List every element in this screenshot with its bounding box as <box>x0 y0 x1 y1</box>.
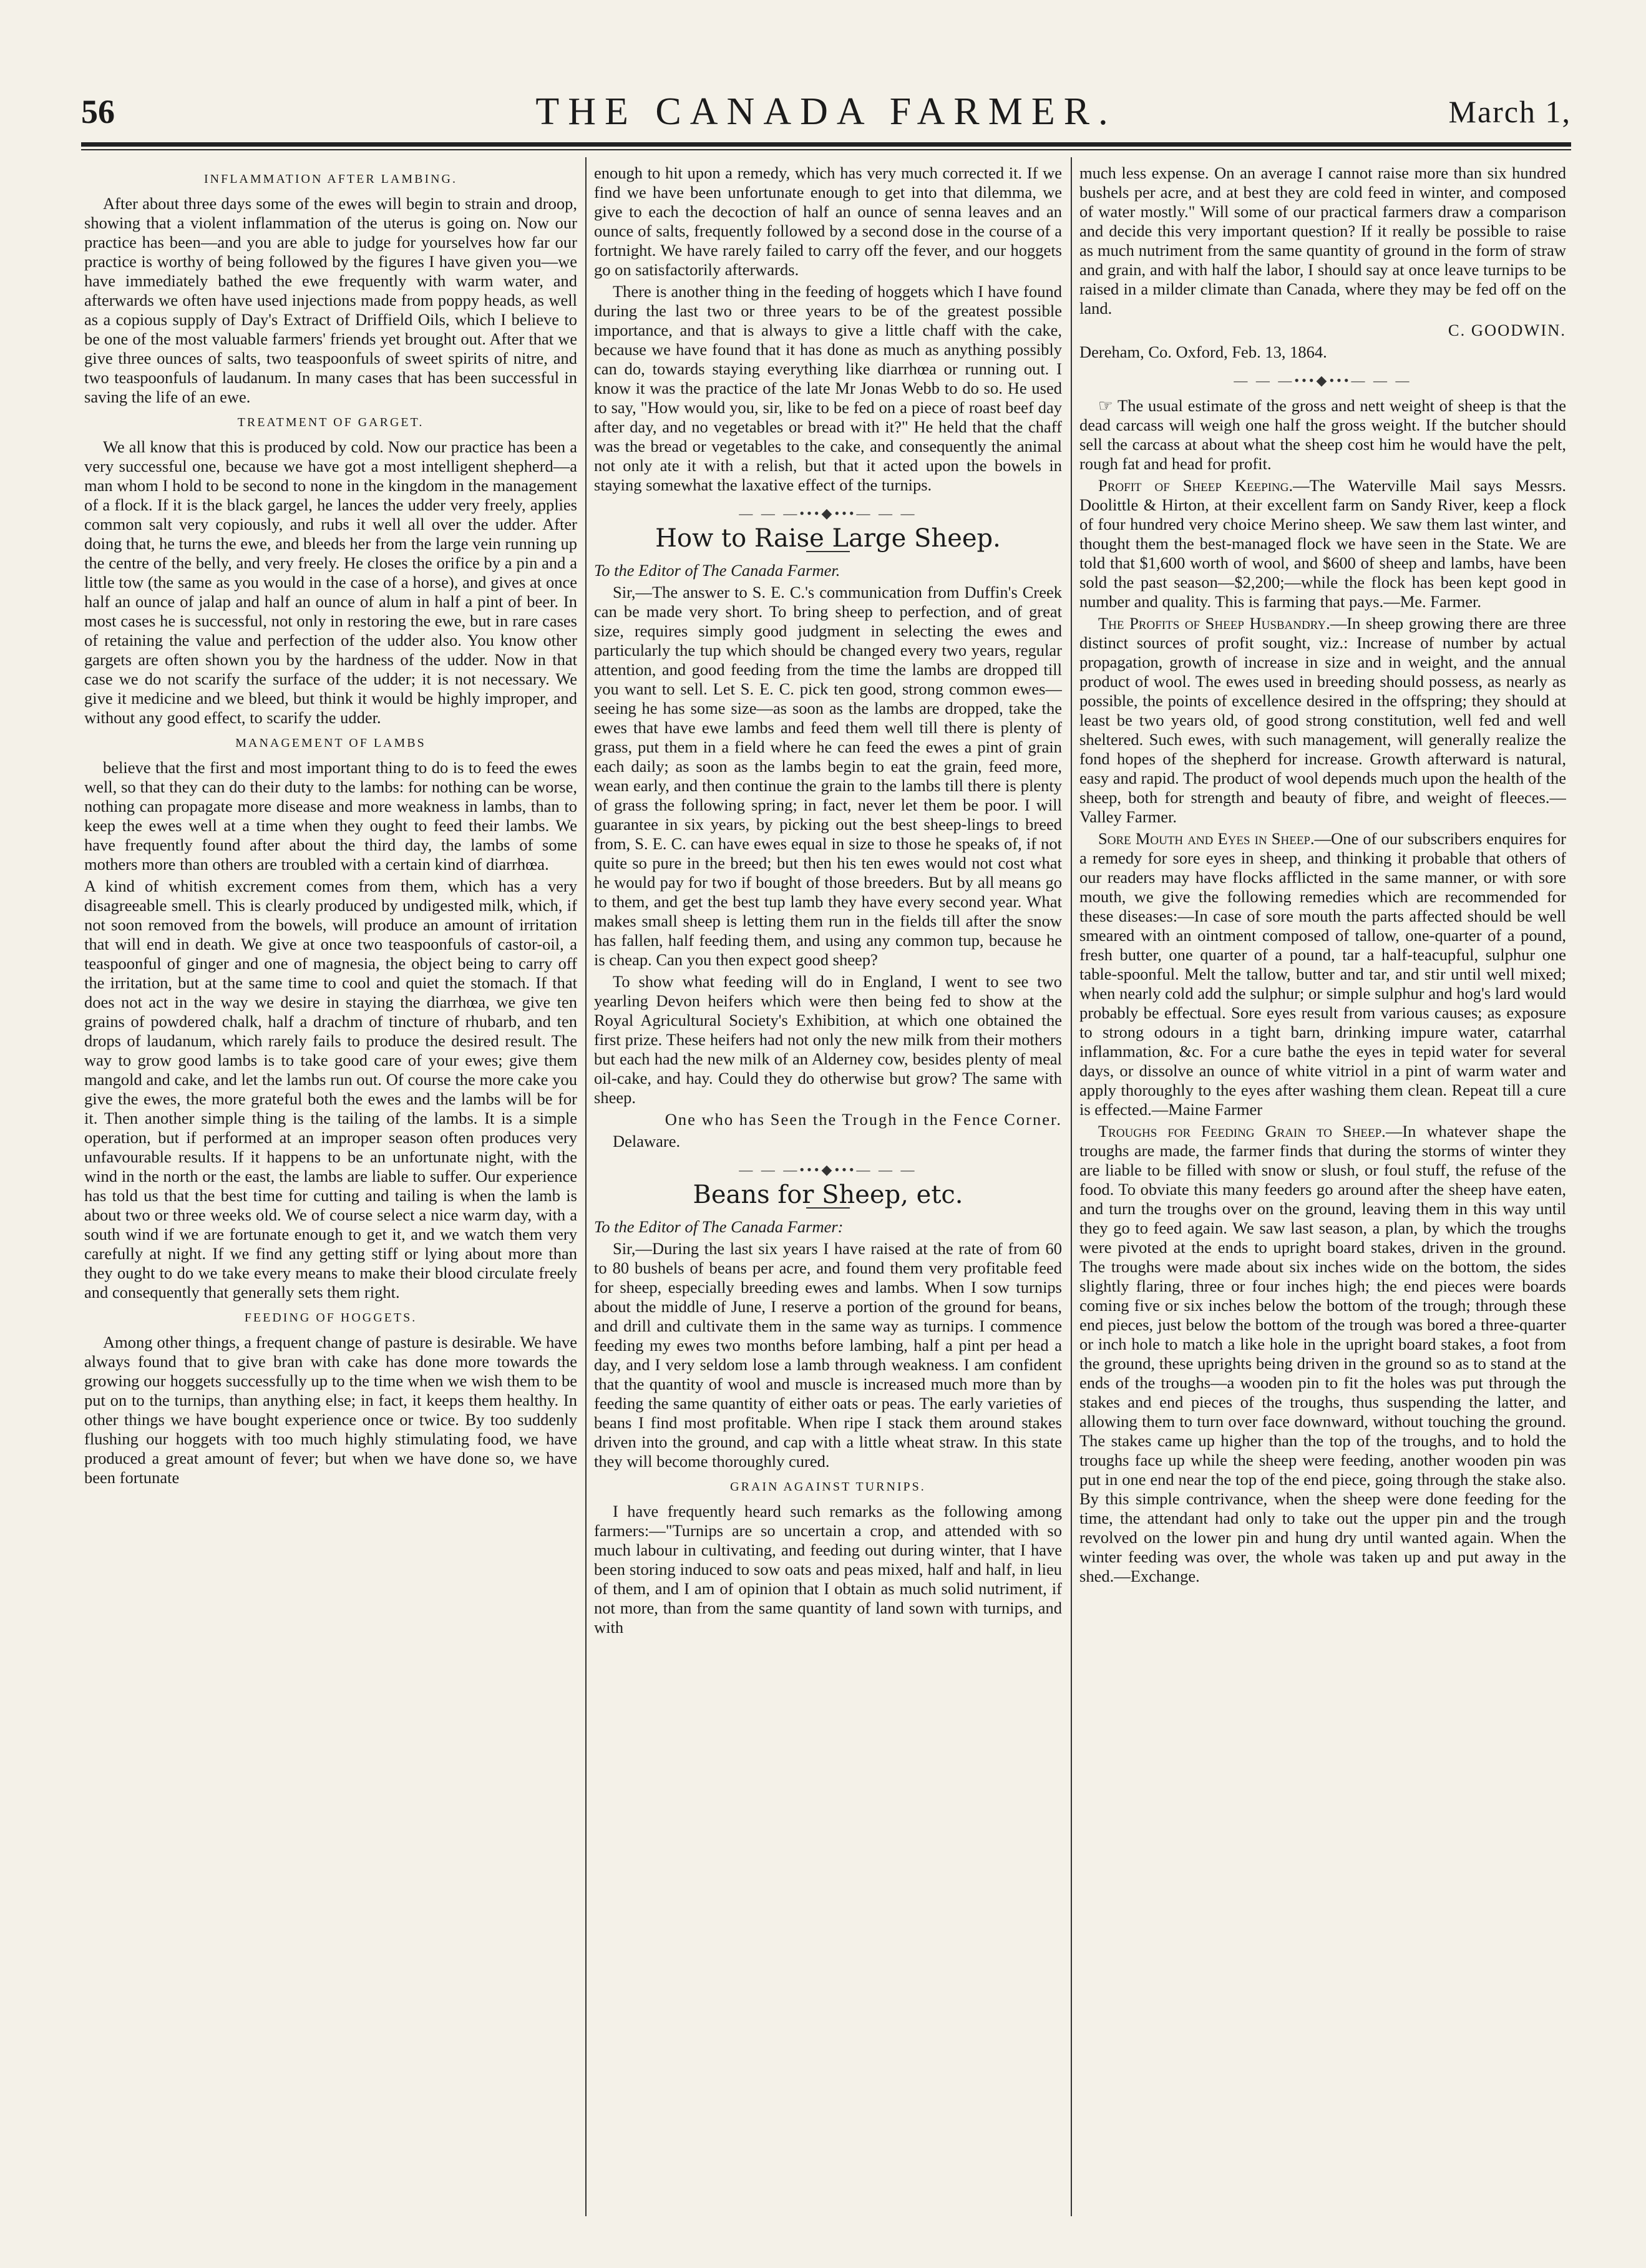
paragraph-sore <box>1079 829 1566 1119</box>
subhead-hoggets: FEEDING OF HOGGETS. <box>244 1311 417 1325</box>
to-editor-line-2: To the Editor of The Canada Farmer: <box>594 1217 844 1236</box>
masthead-rule-thick <box>81 142 1571 147</box>
subhead-garget: TREATMENT OF GARGET. <box>237 416 424 429</box>
paragraph-inflammation: After about three days some of the ewes will begin to strain and droop, showing that a violent inflammation of the uterus is going on. Now our practice has been—and you are able to judge for yourselves how far our practice is worthy of being followed by the figures I have given you—we have immediately bathed the ewe frequently with warm water, and afterwards we often have used injections made from poppy heads, as well as a copious supply of Day's Extract of Driffield Oils, which I believe to be one of the most valuable farmers' friends yet brought out. After that we give three ounces of salts, two teaspoonfuls of sweet spirits of nitre, and two teaspoonfuls of laudanum. In many cases that has been successful in saving the life of an ewe. <box>84 194 577 406</box>
column-2 <box>594 163 1062 2197</box>
column-divider-1 <box>585 157 587 2216</box>
article-title-large-sheep: How to Raise Large Sheep. <box>655 524 1001 553</box>
paragraph-sheep-1: Sir,—The answer to S. E. C.'s communication from Duffin's Creek can be made very short. To bring sheep to perfection, and of great size, requires simply good judgment in selecting the ewes and particularly the tup which should be changed every two years, regular attention, and good feeding from the time the lambs are dropped till you want to sell. Let S. E. C. pick ten good, strong common ewes—seeing he has some size—as soon as the lambs are dropped, take the ewes that have ewe lambs and feed them well till there is plenty of grass, put them in a field where he can feed the ewes a pint of grain each daily; as soon as the lambs begin to eat the grain, feed more, wean early, and then continue the grain to the lambs till there is plenty of grass the following spring; in fact, never let them be poor. I will guarantee in six years, by picking out the best sheep-lings to breed from, S. E. C. can have ewes equal in size to those he speaks of, if not quite so pure in the breed; but then his ten ewes would not cost what he would pay for two if bought of those breeders. But by all means go to them, and get the best tup lamb they have every second year. What makes small sheep is letting them run in the fields till after the snow has fallen, half feeding them, and using any common tup, because he is cheap. Can you then expect good sheep? <box>594 583 1062 969</box>
paragraph-husbandry <box>1079 614 1566 827</box>
subhead-grain: GRAIN AGAINST TURNIPS. <box>730 1480 926 1494</box>
ornament-divider-3: — — —•••◆•••— — — <box>1234 372 1412 388</box>
subhead-inflammation: INFLAMMATION AFTER LAMBING. <box>203 172 457 186</box>
signature-goodwin: C. GOODWIN. <box>1448 321 1566 339</box>
paragraph-profit <box>1079 476 1566 611</box>
paragraph-sheep-2: To show what feeding will do in England, I went to see two yearling Devon heifers which were then being fed to show at the Royal Agricultural Society's Exhibition, at which one obtained the first prize. These heifers had not only the new milk from their mothers but each had the new milk of an Alderney cow, besides plenty of meal oil-cake, and hay. Could they do otherwise but grow? The same with sheep. <box>594 972 1062 1107</box>
head-sore: Sore Mouth and Eyes in Sheep. <box>1098 829 1315 848</box>
page-number: 56 <box>81 93 115 130</box>
column-3 <box>1079 163 1566 2197</box>
paragraph-lambs-2: A kind of whitish excrement comes from them, which has a very disagreeable smell. This is clearly produced by undigested milk, which, if not soon removed from the bowels, will produce an amount of irritation that will end in death. We give at once two teaspoonfuls of castor-oil, a teaspoonful of ginger and one of magnesia, the object being to carry off the irritation, but at the same time to cool and quiet the stomach. If that does not act in the way we desire in staying the diarrhœa, we give ten grains of powdered chalk, half a drachm of tincture of rhubarb, and ten drops of laudanum, which rarely fails to produce the desired result. The way to grow good lambs is to take good care of your ewes; give them mangold and cake, and let the lambs run out. Of course the more cake you give the ewes, the more grateful both the ewes and the lambs will be for it. Then another simple thing is the tailing of the lambs. It is a simple operation, but if performed at an improper season often produces very unfavourable results. If it happens to be an unfortunate night, with the wind in the north or the east, the lambs are liable to suffer. Our experience has told us that the best time for cutting and tailing is when the lamb is about two or three weeks old. We of course select a nice warm day, with a south wind if we are fortunate enough to get it, and we watch them very carefully at night. If we find any getting stiff or lying about more than they ought to do we take every means to make their blood circulate freely and consequently that generally sets them right. <box>84 877 577 1302</box>
masthead-rule-thin <box>81 149 1571 150</box>
paragraph-garget: We all know that this is produced by cold. Now our practice has been a very successful one, because we have got a most intelligent shepherd—a man whom I hold to be second to none in the kingdom in the management of a flock. If it is the black gargel, he lances the udder very freely, applies common salt very copiously, and rubs it well all over the udder. After doing that, he turns the ewe, and bleeds her from the large vein running up the centre of the belly, and very freely. He closes the orifice by a pin and a little tow (the same as you would in the case of a horse), and gives at once half an ounce of jalap and half an ounce of alum in half a pint of beer. In most cases he is successful, not only in restoring the ewe, but in rare cases of retaining the value and perfection of the udder also. You know other gargets are often shown you by the hardness of the udder. Now in that case we do not scarify the surface of the udder; it is not necessary. We give it medicine and we bleed, but think it would be highly improper, and without any good effect, to scarify the udder. <box>84 437 577 727</box>
paragraph-lambs-1: believe that the first and most important thing to do is to feed the ewes well, so that they can do their duty to the lambs: for nothing can be worse, nothing can propagate more disease and more weakness in lambs, than to keep the ewes well at a time when they ought to feed their lambs. We have frequently found after about the third day, the lambs of some mothers more than others are troubled with a certain kind of diarrhœa. <box>84 758 577 874</box>
paragraph-continued-3: much less expense. On an average I cannot raise more than six hundred bushels per acre, and at best they are cold feed in winter, and composed of water mostly." Will some of our practical farmers draw a comparison and decide this very important question? If it really be possible to raise as much nutriment from the same quantity of ground in the form of straw and grain, and with half the labor, I should say at once leave turnips to be raised in a milder climate than Canada, where they may be fed off on the land. <box>1079 163 1566 318</box>
dateline-goodwin: Dereham, Co. Oxford, Feb. 13, 1864. <box>1079 343 1327 361</box>
head-troughs: Troughs for Feeding Grain to Sheep. <box>1098 1122 1386 1141</box>
column-1 <box>84 163 577 2197</box>
masthead <box>81 87 1571 144</box>
paragraph-grain: I have frequently heard such remarks as the following among farmers:—"Turnips are so uncertain a crop, and attended with so much labour in cultivating, and feeding out during winter, that I have been storing induced to sow oats and peas mixed, half and half, in lieu of them, and I am of opinion that I obtain as much solid nutriment, if not more, than from the same quantity of land sown with turnips, and with <box>594 1502 1062 1637</box>
subhead-lambs: MANAGEMENT OF LAMBS <box>235 736 426 750</box>
paragraph-hoggets: Among other things, a frequent change of pasture is desirable. We have always found that to give bran with cake has done more towards the growing our hoggets successfully up to the time when we wish them to be put on to the turnips, than anything else; in fact, it keeps them healthy. In other things we have bought experience once or twice. By too suddenly flushing our hoggets with too much highly stimulating food, we have produced a great amount of fever; but when we have done so, we have been fortunate <box>84 1333 577 1487</box>
article-title-beans: Beans for Sheep, etc. <box>693 1180 963 1209</box>
head-profit: Profit of Sheep Keeping. <box>1098 476 1293 495</box>
ornament-divider: — — —•••◆•••— — — <box>739 505 917 521</box>
newspaper-title: THE CANADA FARMER. <box>535 90 1117 133</box>
ornament-divider-2: — — —•••◆•••— — — <box>739 1162 917 1177</box>
text-husbandry: —In sheep growing there are three distinct sources of profit sought, viz.: Increase of number by actual propagation, growth of increase in size and in weight, and the annual product of wool. The ewes used in breeding should possess, as nearly as possible, the points of excellence desired in the offspring; they should at least be two years old, of good strong constitution, well fed and well sheltered. Such ewes, with such management, will generally realize the fond hopes of the shepherd for increase. Growth afterward is natural, easy and rapid. The product of wool depends much upon the health of the sheep, both for strength and beauty of fibre, and weight of fleeces.—Valley Farmer. <box>1079 614 1566 826</box>
head-husbandry: The Profits of Sheep Husbandry. <box>1098 614 1330 633</box>
text-sore: —One of our subscribers enquires for a remedy for sore eyes in sheep, and thinking it probable that others of our readers may have flocks afflicted in the same manner, or with sore mouth, we give the following remedies which are recommended for these diseases:—In case of sore mouth the parts affected should be well smeared with an ointment composed of tallow, one-quarter of a pound, fresh butter, one quarter of a pound, tar a half-teacupful, sulphur one table-spoonful. Melt the tallow, butter and tar, and stir until well mixed; when nearly cold add the sulphur; or simple sulphur and hog's lard would probably be effectual. Sore eyes result from various causes; as exposure to strong odours in a tight barn, drinking impure water, catarrhal inflammation, &c. For a cure bathe the eyes in tepid water for several days, or dissolve an ounce of white vitriol in a pint of warm water and apply thoroughly to the eyes after washing them clean. Repeat till a cure is effected.—Maine Farmer <box>1079 829 1566 1119</box>
column-divider-2 <box>1071 157 1072 2216</box>
issue-date: March 1, <box>1448 94 1571 129</box>
paragraph-weight: ☞ The usual estimate of the gross and nett weight of sheep is that the dead carcass will weigh one half the gross weight. If the butcher should sell the carcass at about what the sheep cost him he would have the pelt, rough fat and head for profit. <box>1079 396 1566 473</box>
text-troughs: —In whatever shape the troughs are made, the farmer finds that during the storms of winter they are liable to be filled with snow or slush, or foul stuff, the refuse of the food. To obviate this many feeders go around after the sheep have eaten, and turn the troughs over on the ground, leaving them in this way until they go to feed again. We saw last season, a plan, by which the troughs were pivoted at the ends to upright board stakes, driven in the ground. The troughs were made about six inches wide on the bottom, the sides slightly flaring, three or four inches high; the end pieces were boards coming five or six inches below the bottom of the trough; through these end pieces, just below the bottom of the trough was bored a three-quarter or inch hole to match a like hole in the upright board stakes, a foot from the ground, these uprights being driven in the ground so as to stand at the ends of the troughs—a wooden pin to fit the holes was put through the stakes and end pieces of the troughs, thus suspending the latter, and allowing them to turn over face downward, without touching the ground. The stakes came up higher than the top of the troughs, and to hold the troughs face up while the sheep were feeding, another wooden pin was put in one end near the top of the end piece, going through the stake also. By this simple contrivance, when the sheep were done feeding for the time, the attendant had only to take out the upper pin and the trough revolved on the lower pin and hung dry until wanted again. When the winter feeding was over, the whole was taken up and put away in the shed.—Exchange. <box>1079 1122 1566 1585</box>
paragraph-beans: Sir,—During the last six years I have raised at the rate of from 60 to 80 bushels of beans per acre, and found them very profitable feed for sheep, especially breeding ewes and lambs. When I sow turnips about the middle of June, I reserve a portion of the ground for beans, and drill and cultivate them in the same way as turnips. I commence feeding my ewes two months before lambing, half a pint per head a day, and I very seldom lose a lamb through weakness. I am confident that the quantity of wool and muscle is increased much more than by feeding the same quantity of either oats or peas. The early varieties of beans I find most profitable. When ripe I stack them around stakes driven into the ground, and cap with a little wheat straw. In this state they will become thoroughly cured. <box>594 1239 1062 1471</box>
text-profit: —The Waterville Mail says Messrs. Doolittle & Hirton, at their excellent farm on Sandy River, keep a flock of four hundred very choice Merino sheep. We saw them last winter, and thought them the best-managed flock we have seen in the State. We are told that $1,600 worth of wool, and $600 of sheep and lambs, have been sold the past season—$2,200;—while the flock has been kept good in number and quality. This is farming that pays.—Me. Farmer. <box>1079 476 1566 611</box>
paragraph-troughs <box>1079 1122 1566 1586</box>
signature-sheep: One who has Seen the Trough in the Fence Corner. <box>665 1110 1062 1129</box>
paragraph-continued-2: There is another thing in the feeding of hoggets which I have found during the last two or three years to be of the greatest possible importance, and that is always to give a little chaff with the cake, because we have found that it has done as much as anything possibly can do, towards staying everything like diarrhœa or running out. I know it was the practice of the late Mr Jonas Webb to do so. He used to say, "How would you, sir, like to be fed on a piece of roast beef day after day, and no vegetables or bread with it?" He held that the chaff was the bread or vegetables to the cake, and consequently the animal not only ate it with a relish, but that it acted upon the bowels in staying somewhat the laxative effect of the turnips. <box>594 282 1062 494</box>
to-editor-line: To the Editor of The Canada Farmer. <box>594 561 840 580</box>
place-sheep: Delaware. <box>613 1132 681 1151</box>
paragraph-continued-1: enough to hit upon a remedy, which has very much corrected it. If we find we have been unfortunate enough to get into that dilemma, we give to each the decoction of half an ounce of senna leaves and an ounce of salts, frequently followed by a second dose in the course of a fortnight. We have rarely failed to carry off the fever, and our hoggets go on satisfactorily afterwards. <box>594 163 1062 279</box>
